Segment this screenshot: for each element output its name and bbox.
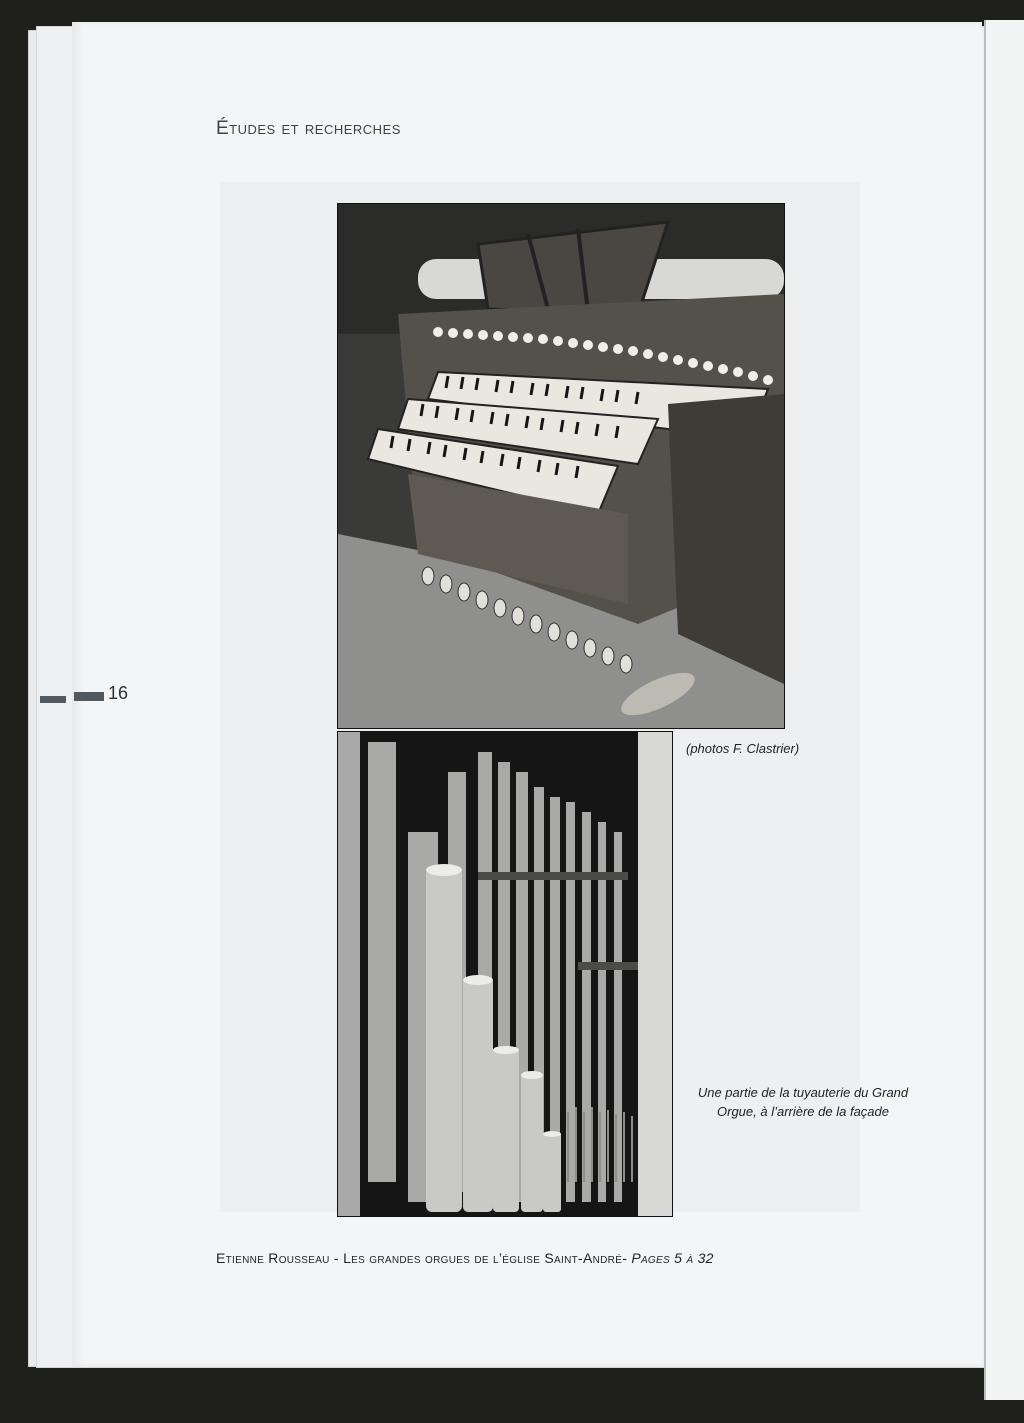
caption-line: Orgue, à l’arrière de la façade <box>717 1104 889 1119</box>
organ-console-image <box>338 204 784 728</box>
footer-separator: - <box>329 1250 344 1266</box>
running-header: Études et recherches <box>216 118 401 139</box>
footer-author: Etienne Rousseau <box>216 1250 330 1266</box>
photo-credit: (photos F. Clastrier) <box>686 741 800 756</box>
footer-page-range: - Pages 5 à 32 <box>622 1250 714 1266</box>
caption-line: Une partie de la tuyauterie du Grand <box>697 1085 909 1100</box>
facing-page-edge <box>984 20 1024 1400</box>
running-footer <box>216 1250 714 1266</box>
organ-pipes-image <box>338 732 672 1216</box>
page-number: 16 <box>108 683 129 703</box>
page-number-marker <box>40 692 106 706</box>
footer-article-title: Les grandes orgues de l’église Saint-André <box>343 1250 623 1266</box>
pipes-photo-caption <box>688 1083 918 1121</box>
marker-bar <box>74 692 104 701</box>
organ-console-photo <box>337 203 785 729</box>
organ-pipes-photo <box>337 731 673 1217</box>
marker-bar <box>40 696 66 703</box>
